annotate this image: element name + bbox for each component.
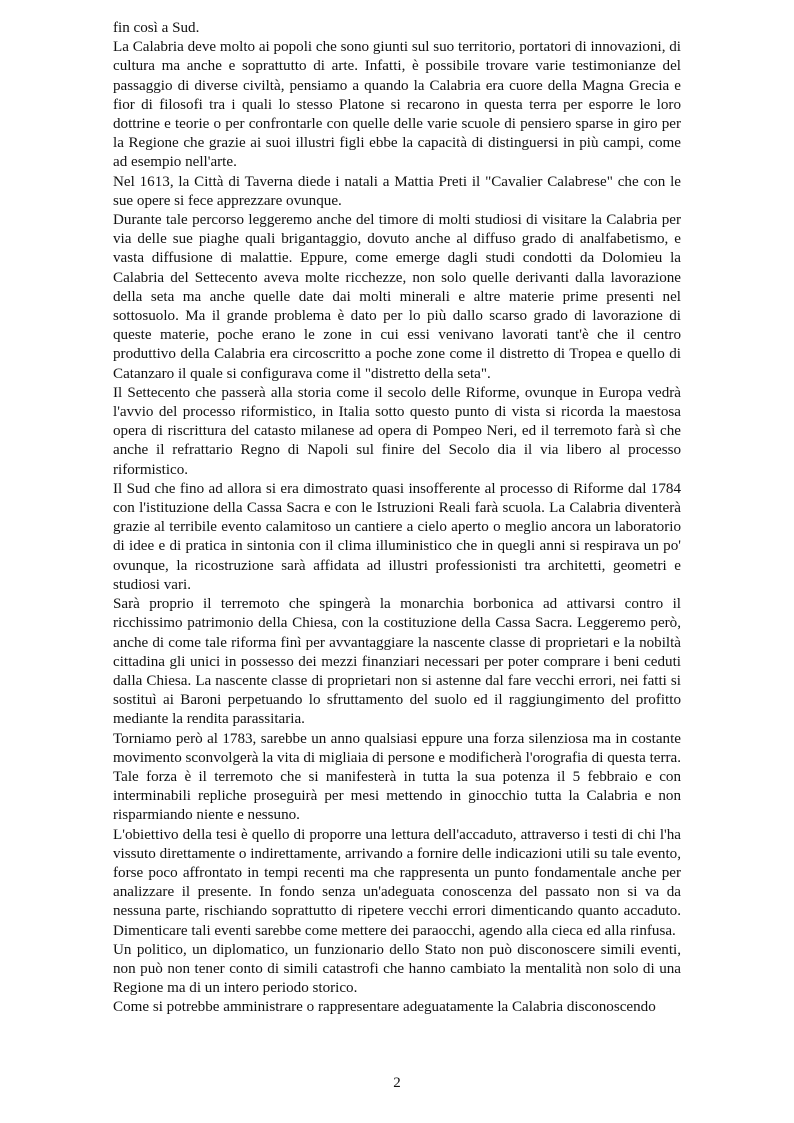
paragraph-1: fin così a Sud. [113, 20, 200, 36]
paragraph-2: La Calabria deve molto ai popoli che sono giunti sul suo territorio, portatori di innovazioni, di cultura ma anche e soprattutto di arte. Infatti, è possibile trovare varie testimonianze del passaggio di diverse civiltà, pensiamo a quando la Calabria era cuore della Magna Grecia e fior di filosofi tra i quali lo stesso Platone si recarono in questa terra per esporre le loro dottrine e teorie o per confrontarle con quelle delle varie scuole di pensiero sparse in giro per la Regione che grazie ai suoi illustri figli ebbe la capacità di distinguersi in più campi, come ad esempio nell'arte. [113, 39, 681, 171]
paragraph-4: Durante tale percorso leggeremo anche del timore di molti studiosi di visitare la Calabria per via delle sue piaghe quali brigantaggio, dovuto anche al diffuso grado di analfabetismo, e vasta diffusione di malattie. Eppure, come emerge dagli studi condotti da Dolomieu la Calabria del Settecento aveva molte ricchezze, non solo quelle derivanti dalla lavorazione della seta ma anche quelle date dai molti minerali e altre materie prime presenti nel sottosuolo. Ma il grande problema è dato per lo più dallo scarso grado di lavorazione di queste materie, poche erano le zone in cui essi venivano lavorati tant'è che il centro produttivo della Calabria era circoscritto a poche zone come il distretto di Tropea e quello di Catanzaro il quale si configurava come il "distretto della seta". [113, 212, 681, 382]
paragraph-11: Come si potrebbe amministrare o rappresentare adeguatamente la Calabria disconoscendo [113, 999, 656, 1016]
paragraph-7: Sarà proprio il terremoto che spingerà la monarchia borbonica ad attivarsi contro il ricchissimo patrimonio della Chiesa, con la costituzione della Cassa Sacra. Leggeremo però, anche di come tale riforma finì per avvantaggiare la nascente classe di proprietari e la nobiltà cittadina gli unici in possesso dei mezzi finanziari necessari per poter comprare i beni ceduti dalla Chiesa. La nascente classe di proprietari non si astenne dal fare vecchi errori, nei fatti si sostituì ai Baroni perpetuando lo sfruttamento del suolo ed il raggiungimento del profitto mediante la rendita parassitaria. [113, 596, 681, 728]
paragraph-10: Un politico, un diplomatico, un funzionario dello Stato non può disconoscere simili eventi, non può non tener conto di simili catastrofi che hanno cambiato la mentalità non solo di una Regione ma di un intero periodo storico. [113, 941, 681, 997]
page-number: 2 [393, 1075, 401, 1091]
paragraph-8: Torniamo però al 1783, sarebbe un anno qualsiasi eppure una forza silenziosa ma in costante movimento sconvolgerà la vita di migliaia di persone e modificherà l'orografia di questa terra. Tale forza è il terremoto che si manifesterà in tutta la sua potenza il 5 febbraio e con interminabili repliche proseguirà per mesi mettendo in ginocchio tutta la Calabria e non risparmiando niente e nessuno. [113, 730, 681, 824]
paragraph-6: Il Sud che fino ad allora si era dimostrato quasi insofferente al processo di Riforme dal 1784 con l'istituzione della Cassa Sacra e con le Istruzioni Reali farà scuola. La Calabria diventerà grazie al terribile evento calamitoso un cantiere a cielo aperto o meglio ancora un laboratorio di idee e di pratica in sintonia con il clima illuministico che in quegli anni si respirava un po' ovunque, la ricostruzione sarà affidata ad illustri professionisti tra architetti, geometri e studiosi vari. [113, 480, 681, 593]
page-body [113, 19, 681, 1018]
paragraph-3: Nel 1613, la Città di Taverna diede i natali a Mattia Preti il "Cavalier Calabrese" che con le sue opere si fece apprezzare ovunque. [113, 173, 681, 209]
paragraph-5: Il Settecento che passerà alla storia come il secolo delle Riforme, ovunque in Europa vedrà l'avvio del processo riformistico, in Italia sotto questo punto di vista si ricorda la maestosa opera di riscrittura del catasto milanese ad opera di Pompeo Neri, ed il terremoto farà sì che anche il refrattario Regno di Napoli sul finire del Secolo dia il via libero al processo riformistico. [113, 384, 681, 478]
paragraph-9: L'obiettivo della tesi è quello di proporre una lettura dell'accaduto, attraverso i testi di chi l'ha vissuto direttamente o indirettamente, arrivando a fornire delle indicazioni utili su tale evento, forse poco affrontato in tempi recenti ma che rappresenta un punto fondamentale anche per analizzare il presente. In fondo senza un'adeguata conoscenza del passato non si va da nessuna parte, rischiando soprattutto di ripetere vecchi errori dimenticando quanto accaduto. Dimenticare tali eventi sarebbe come mettere dei paraocchi, agendo alla cieca ed alla rinfusa. [113, 826, 681, 939]
